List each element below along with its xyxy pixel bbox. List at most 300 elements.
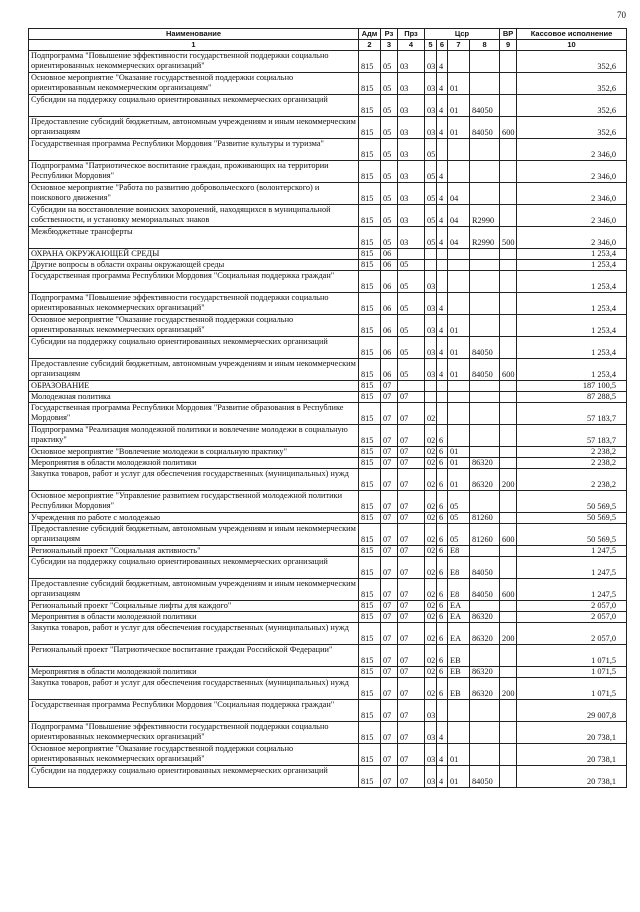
- table-row: [29, 678, 627, 700]
- table-row: [29, 700, 627, 722]
- cell-csr-1: 02: [425, 513, 437, 524]
- cell-csr-3: EB: [448, 678, 470, 700]
- cell-vr: [500, 260, 517, 271]
- table-row: [29, 491, 627, 513]
- cell-csr-4: [470, 381, 500, 392]
- table-row: [29, 667, 627, 678]
- cell-csr-3: EA: [448, 612, 470, 623]
- cell-prz: 07: [398, 491, 425, 513]
- cell-csr-1: 05: [425, 183, 437, 205]
- cell-sum: 1 071,5: [517, 678, 627, 700]
- cell-csr-4: [470, 700, 500, 722]
- table-row: [29, 546, 627, 557]
- table-row: [29, 117, 627, 139]
- cell-csr-2: 6: [437, 667, 448, 678]
- cell-adm: 815: [359, 491, 381, 513]
- cell-vr: [500, 392, 517, 403]
- header-row: [29, 29, 627, 40]
- column-number: 6: [437, 40, 448, 51]
- cell-vr: [500, 51, 517, 73]
- cell-csr-4: R2990: [470, 227, 500, 249]
- cell-csr-2: 6: [437, 513, 448, 524]
- cell-adm: 815: [359, 667, 381, 678]
- cell-rz: 07: [381, 381, 398, 392]
- cell-csr-4: [470, 491, 500, 513]
- cell-csr-2: 6: [437, 557, 448, 579]
- cell-csr-4: [470, 139, 500, 161]
- cell-prz: 07: [398, 667, 425, 678]
- table-row: [29, 260, 627, 271]
- cell-prz: 07: [398, 623, 425, 645]
- cell-rz: 07: [381, 491, 398, 513]
- cell-csr-4: 86320: [470, 678, 500, 700]
- cell-csr-4: [470, 722, 500, 744]
- table-row: [29, 403, 627, 425]
- cell-sum: 20 738,1: [517, 722, 627, 744]
- column-number: 3: [381, 40, 398, 51]
- cell-csr-1: 02: [425, 612, 437, 623]
- column-number: 4: [398, 40, 425, 51]
- cell-prz: 07: [398, 700, 425, 722]
- cell-rz: 07: [381, 524, 398, 546]
- table-row: [29, 293, 627, 315]
- header-sum: Кассовое исполнение: [517, 29, 627, 40]
- table-row: [29, 73, 627, 95]
- cell-vr: [500, 546, 517, 557]
- cell-csr-3: [448, 161, 470, 183]
- table-row: [29, 315, 627, 337]
- table-row: [29, 447, 627, 458]
- cell-sum: 87 288,5: [517, 392, 627, 403]
- cell-rz: 05: [381, 161, 398, 183]
- cell-csr-2: 4: [437, 766, 448, 788]
- cell-csr-1: 03: [425, 744, 437, 766]
- row-name: Другие вопросы в области охраны окружающей среды: [29, 260, 359, 271]
- column-number: 8: [470, 40, 500, 51]
- cell-csr-2: 6: [437, 469, 448, 491]
- cell-vr: 600: [500, 524, 517, 546]
- cell-csr-3: EA: [448, 601, 470, 612]
- table-row: [29, 95, 627, 117]
- row-name: Предоставление субсидий бюджетным, автономным учреждениям и иным некоммерческим организациям: [29, 579, 359, 601]
- cell-rz: 07: [381, 766, 398, 788]
- cell-csr-1: 03: [425, 51, 437, 73]
- cell-vr: [500, 722, 517, 744]
- cell-vr: 600: [500, 579, 517, 601]
- cell-sum: 352,6: [517, 51, 627, 73]
- row-name: Основное мероприятие "Оказание государственной поддержки социально ориентированных некоммерческих организаций": [29, 315, 359, 337]
- column-number: 5: [425, 40, 437, 51]
- cell-sum: 2 238,2: [517, 469, 627, 491]
- table-row: [29, 249, 627, 260]
- table-row: [29, 524, 627, 546]
- cell-sum: 2 057,0: [517, 623, 627, 645]
- cell-csr-2: 6: [437, 678, 448, 700]
- cell-csr-2: 6: [437, 645, 448, 667]
- cell-vr: [500, 381, 517, 392]
- cell-csr-3: 01: [448, 447, 470, 458]
- cell-csr-3: 01: [448, 469, 470, 491]
- column-number-row: [29, 40, 627, 51]
- column-number: 1: [29, 40, 359, 51]
- cell-prz: 03: [398, 95, 425, 117]
- cell-csr-2: 4: [437, 205, 448, 227]
- cell-rz: 05: [381, 73, 398, 95]
- cell-vr: [500, 447, 517, 458]
- cell-csr-1: 03: [425, 315, 437, 337]
- cell-rz: 06: [381, 249, 398, 260]
- cell-csr-2: 4: [437, 95, 448, 117]
- cell-csr-1: 03: [425, 337, 437, 359]
- cell-rz: 05: [381, 95, 398, 117]
- cell-csr-1: 02: [425, 623, 437, 645]
- cell-csr-1: 02: [425, 524, 437, 546]
- cell-vr: 600: [500, 117, 517, 139]
- cell-vr: [500, 557, 517, 579]
- row-name: Подпрограмма "Повышение эффективности государственной поддержки социально ориентированных некоммерческих организаций": [29, 293, 359, 315]
- cell-csr-2: [437, 260, 448, 271]
- cell-rz: 07: [381, 612, 398, 623]
- cell-prz: [398, 249, 425, 260]
- column-number: 7: [448, 40, 470, 51]
- cell-csr-4: [470, 161, 500, 183]
- table-row: [29, 557, 627, 579]
- cell-csr-4: 84050: [470, 95, 500, 117]
- cell-sum: 57 183,7: [517, 425, 627, 447]
- cell-csr-1: 05: [425, 139, 437, 161]
- cell-csr-4: [470, 601, 500, 612]
- cell-vr: [500, 315, 517, 337]
- cell-adm: 815: [359, 315, 381, 337]
- cell-vr: [500, 161, 517, 183]
- cell-csr-3: E8: [448, 579, 470, 601]
- cell-adm: 815: [359, 722, 381, 744]
- cell-csr-4: [470, 271, 500, 293]
- cell-csr-2: 4: [437, 315, 448, 337]
- cell-vr: [500, 249, 517, 260]
- cell-prz: 07: [398, 425, 425, 447]
- cell-prz: 07: [398, 546, 425, 557]
- row-name: Государственная программа Республики Мордовия "Развитие культуры и туризма": [29, 139, 359, 161]
- cell-csr-2: 4: [437, 117, 448, 139]
- cell-sum: 20 738,1: [517, 744, 627, 766]
- cell-csr-3: 01: [448, 744, 470, 766]
- table-row: [29, 51, 627, 73]
- cell-csr-1: 02: [425, 403, 437, 425]
- column-number: 9: [500, 40, 517, 51]
- cell-prz: 07: [398, 744, 425, 766]
- cell-rz: 05: [381, 139, 398, 161]
- cell-csr-1: 03: [425, 293, 437, 315]
- table-row: [29, 381, 627, 392]
- cell-csr-3: E8: [448, 546, 470, 557]
- table-row: [29, 722, 627, 744]
- cell-csr-3: 01: [448, 117, 470, 139]
- cell-rz: 07: [381, 458, 398, 469]
- cell-csr-4: [470, 546, 500, 557]
- cell-csr-1: 02: [425, 645, 437, 667]
- cell-csr-3: [448, 403, 470, 425]
- cell-adm: 815: [359, 403, 381, 425]
- cell-adm: 815: [359, 51, 381, 73]
- cell-csr-4: 84050: [470, 579, 500, 601]
- cell-csr-1: [425, 392, 437, 403]
- cell-csr-4: [470, 293, 500, 315]
- cell-vr: [500, 645, 517, 667]
- page-number: 70: [617, 10, 626, 20]
- row-name: Мероприятия в области молодежной политики: [29, 667, 359, 678]
- table-row: [29, 337, 627, 359]
- cell-adm: 815: [359, 678, 381, 700]
- row-name: Молодежная политика: [29, 392, 359, 403]
- cell-adm: 815: [359, 469, 381, 491]
- cell-csr-3: EA: [448, 623, 470, 645]
- cell-prz: 05: [398, 293, 425, 315]
- cell-sum: 352,6: [517, 73, 627, 95]
- row-name: Предоставление субсидий бюджетным, автономным учреждениям и иным некоммерческим организациям: [29, 524, 359, 546]
- row-name: Закупка товаров, работ и услуг для обеспечения государственных (муниципальных) нужд: [29, 623, 359, 645]
- cell-prz: 03: [398, 73, 425, 95]
- cell-adm: 815: [359, 546, 381, 557]
- cell-adm: 815: [359, 227, 381, 249]
- cell-prz: 07: [398, 645, 425, 667]
- cell-vr: [500, 425, 517, 447]
- cell-adm: 815: [359, 700, 381, 722]
- cell-csr-1: 05: [425, 227, 437, 249]
- cell-csr-1: 02: [425, 601, 437, 612]
- cell-csr-3: [448, 249, 470, 260]
- cell-vr: [500, 95, 517, 117]
- cell-rz: 07: [381, 447, 398, 458]
- cell-rz: 07: [381, 623, 398, 645]
- cell-csr-2: 4: [437, 359, 448, 381]
- cell-sum: 2 346,0: [517, 161, 627, 183]
- table-row: [29, 139, 627, 161]
- cell-csr-2: 4: [437, 73, 448, 95]
- cell-sum: 352,6: [517, 117, 627, 139]
- row-name: Региональный проект "Социальная активность": [29, 546, 359, 557]
- cell-rz: 07: [381, 678, 398, 700]
- cell-csr-2: 6: [437, 458, 448, 469]
- cell-sum: 50 569,5: [517, 524, 627, 546]
- cell-csr-1: 02: [425, 557, 437, 579]
- cell-rz: 05: [381, 227, 398, 249]
- cell-adm: 815: [359, 249, 381, 260]
- cell-csr-2: 6: [437, 579, 448, 601]
- cell-sum: 2 057,0: [517, 601, 627, 612]
- cell-csr-2: 4: [437, 744, 448, 766]
- cell-csr-1: 02: [425, 469, 437, 491]
- cell-prz: 05: [398, 315, 425, 337]
- cell-rz: 07: [381, 392, 398, 403]
- row-name: Региональный проект "Социальные лифты для каждого": [29, 601, 359, 612]
- table-row: [29, 744, 627, 766]
- cell-sum: 1 253,4: [517, 293, 627, 315]
- row-name: Предоставление субсидий бюджетным, автономным учреждениям и иным некоммерческим организациям: [29, 359, 359, 381]
- cell-sum: 50 569,5: [517, 513, 627, 524]
- cell-rz: 07: [381, 557, 398, 579]
- cell-rz: 07: [381, 645, 398, 667]
- cell-csr-4: [470, 73, 500, 95]
- cell-sum: 2 238,2: [517, 458, 627, 469]
- header-adm: Адм: [359, 29, 381, 40]
- cell-vr: [500, 458, 517, 469]
- row-name: Государственная программа Республики Мордовия "Развитие образования в Республике Мордовия": [29, 403, 359, 425]
- cell-vr: 200: [500, 469, 517, 491]
- cell-csr-2: 6: [437, 491, 448, 513]
- cell-sum: 2 346,0: [517, 183, 627, 205]
- cell-csr-3: 04: [448, 183, 470, 205]
- table-row: [29, 601, 627, 612]
- row-name: Учреждения по работе с молодежью: [29, 513, 359, 524]
- cell-adm: 815: [359, 271, 381, 293]
- cell-rz: 06: [381, 337, 398, 359]
- cell-vr: 200: [500, 678, 517, 700]
- cell-prz: 03: [398, 227, 425, 249]
- cell-rz: 06: [381, 315, 398, 337]
- cell-vr: [500, 293, 517, 315]
- cell-csr-3: E8: [448, 557, 470, 579]
- cell-csr-3: 01: [448, 73, 470, 95]
- table-row: [29, 612, 627, 623]
- cell-csr-1: 03: [425, 271, 437, 293]
- cell-sum: 20 738,1: [517, 766, 627, 788]
- cell-csr-2: [437, 381, 448, 392]
- cell-csr-4: 86320: [470, 458, 500, 469]
- cell-csr-3: 01: [448, 458, 470, 469]
- cell-csr-3: 01: [448, 766, 470, 788]
- cell-sum: 2 346,0: [517, 139, 627, 161]
- header-prz: Прз: [398, 29, 425, 40]
- cell-prz: 07: [398, 557, 425, 579]
- cell-csr-4: [470, 392, 500, 403]
- cell-csr-3: 05: [448, 491, 470, 513]
- cell-adm: 815: [359, 73, 381, 95]
- table-row: [29, 227, 627, 249]
- cell-csr-1: 02: [425, 678, 437, 700]
- budget-table: [28, 28, 627, 788]
- cell-sum: 1 071,5: [517, 645, 627, 667]
- table-row: [29, 469, 627, 491]
- cell-csr-2: [437, 271, 448, 293]
- cell-adm: 815: [359, 447, 381, 458]
- cell-csr-2: [437, 392, 448, 403]
- cell-prz: 07: [398, 601, 425, 612]
- cell-csr-1: 05: [425, 161, 437, 183]
- cell-csr-3: [448, 139, 470, 161]
- row-name: Межбюджетные трансферты: [29, 227, 359, 249]
- cell-prz: [398, 381, 425, 392]
- cell-rz: 07: [381, 700, 398, 722]
- cell-adm: 815: [359, 205, 381, 227]
- cell-adm: 815: [359, 766, 381, 788]
- cell-vr: [500, 667, 517, 678]
- cell-rz: 07: [381, 513, 398, 524]
- cell-adm: 815: [359, 524, 381, 546]
- cell-csr-2: 4: [437, 337, 448, 359]
- table-row: [29, 205, 627, 227]
- row-name: Государственная программа Республики Мордовия "Социальная поддержка граждан": [29, 271, 359, 293]
- cell-csr-1: 02: [425, 546, 437, 557]
- cell-csr-3: EB: [448, 667, 470, 678]
- table-row: [29, 766, 627, 788]
- cell-adm: 815: [359, 95, 381, 117]
- cell-sum: 1 253,4: [517, 271, 627, 293]
- cell-adm: 815: [359, 612, 381, 623]
- cell-csr-2: 6: [437, 546, 448, 557]
- table-row: [29, 359, 627, 381]
- cell-vr: [500, 205, 517, 227]
- row-name: Субсидии на поддержку социально ориентированных некоммерческих организаций: [29, 557, 359, 579]
- cell-adm: 815: [359, 260, 381, 271]
- row-name: Мероприятия в области молодежной политики: [29, 458, 359, 469]
- cell-csr-4: 86320: [470, 469, 500, 491]
- cell-prz: 07: [398, 579, 425, 601]
- row-name: Подпрограмма "Патриотическое воспитание граждан, проживающих на территории Республики Мордовия": [29, 161, 359, 183]
- table-row: [29, 645, 627, 667]
- row-name: Основное мероприятие "Оказание государственной поддержки социально ориентированным некоммерческим организациям": [29, 73, 359, 95]
- table-row: [29, 425, 627, 447]
- header-name: Наименование: [29, 29, 359, 40]
- cell-csr-4: 86320: [470, 623, 500, 645]
- cell-adm: 815: [359, 579, 381, 601]
- cell-adm: 815: [359, 392, 381, 403]
- cell-csr-3: 05: [448, 524, 470, 546]
- cell-csr-3: [448, 722, 470, 744]
- cell-csr-4: [470, 645, 500, 667]
- cell-vr: [500, 271, 517, 293]
- cell-sum: 1 253,4: [517, 260, 627, 271]
- cell-rz: 05: [381, 51, 398, 73]
- cell-csr-2: 4: [437, 722, 448, 744]
- cell-prz: 07: [398, 612, 425, 623]
- cell-sum: 2 057,0: [517, 612, 627, 623]
- cell-csr-4: R2990: [470, 205, 500, 227]
- cell-csr-4: 84050: [470, 117, 500, 139]
- cell-csr-1: 03: [425, 359, 437, 381]
- cell-csr-3: 05: [448, 513, 470, 524]
- cell-csr-3: [448, 51, 470, 73]
- cell-prz: 07: [398, 678, 425, 700]
- table-row: [29, 271, 627, 293]
- cell-csr-2: 6: [437, 623, 448, 645]
- cell-csr-3: 01: [448, 95, 470, 117]
- cell-adm: 815: [359, 161, 381, 183]
- row-name: Закупка товаров, работ и услуг для обеспечения государственных (муниципальных) нужд: [29, 678, 359, 700]
- cell-csr-1: 03: [425, 73, 437, 95]
- cell-csr-2: [437, 249, 448, 260]
- cell-prz: 05: [398, 359, 425, 381]
- cell-csr-4: 81260: [470, 524, 500, 546]
- cell-prz: 03: [398, 117, 425, 139]
- cell-csr-2: 6: [437, 601, 448, 612]
- row-name: Субсидии на поддержку социально ориентированных некоммерческих организаций: [29, 95, 359, 117]
- cell-csr-3: 01: [448, 337, 470, 359]
- cell-csr-4: [470, 447, 500, 458]
- cell-adm: 815: [359, 425, 381, 447]
- cell-prz: 07: [398, 524, 425, 546]
- cell-prz: 07: [398, 722, 425, 744]
- cell-prz: 05: [398, 271, 425, 293]
- cell-prz: 03: [398, 161, 425, 183]
- cell-vr: [500, 403, 517, 425]
- cell-csr-4: 86320: [470, 667, 500, 678]
- row-name: Предоставление субсидий бюджетным, автономным учреждениям и иным некоммерческим организациям: [29, 117, 359, 139]
- column-number: 10: [517, 40, 627, 51]
- cell-adm: 815: [359, 513, 381, 524]
- cell-csr-2: 4: [437, 183, 448, 205]
- cell-csr-2: 4: [437, 227, 448, 249]
